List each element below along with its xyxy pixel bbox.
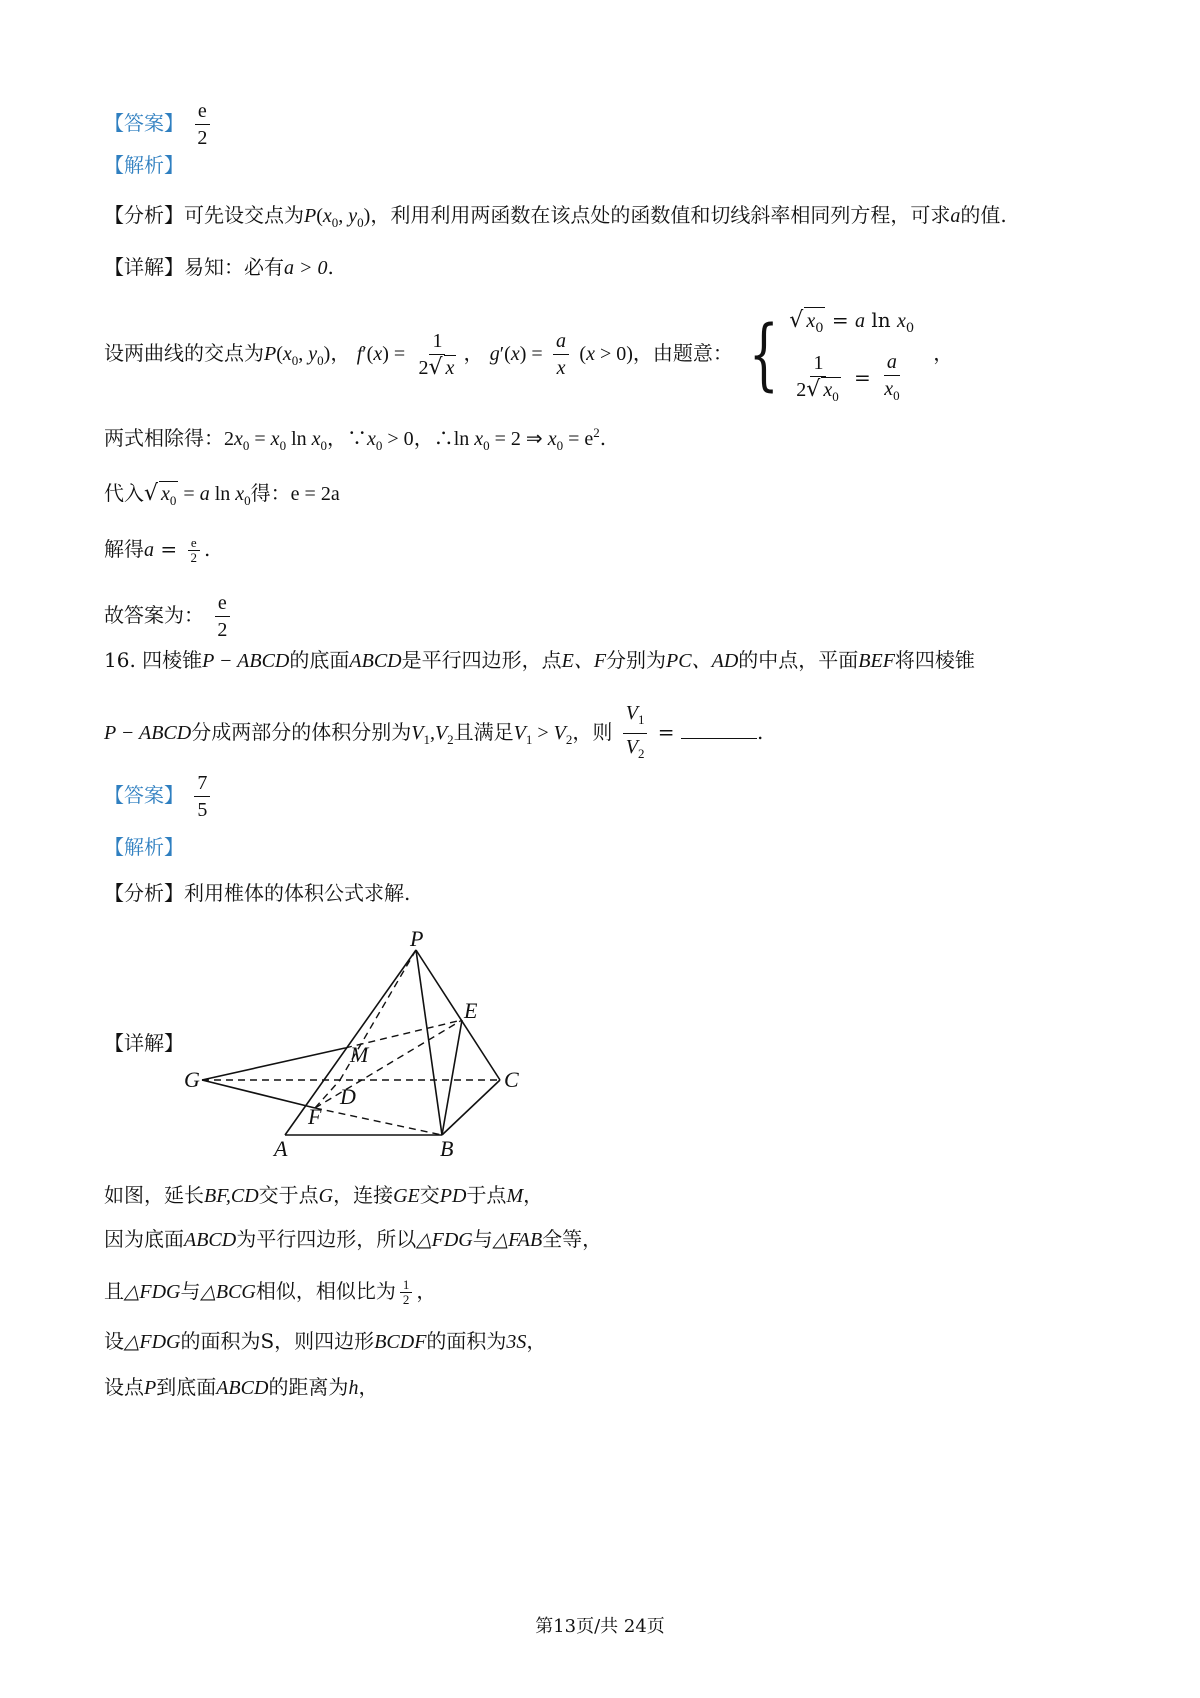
q16-fenxi-line: 【分析】利用椎体的体积公式求解.: [104, 881, 411, 905]
label-F: F: [308, 1104, 322, 1129]
q15-answer-fraction: $\frac{e}{2}$: [194, 98, 210, 151]
label-P: P: [410, 926, 424, 951]
label-D: D: [340, 1084, 356, 1109]
q15-solve-line: 解得a = $\frac{e}{2}$ .: [104, 535, 211, 565]
pyramid-figure: [180, 920, 540, 1160]
q15-detail-line: 【详解】易知：必有a > 0.: [104, 255, 334, 279]
q15-substitute-line: 代入√ $x_0 = a$ $\ln x_0$得：e = 2a: [104, 478, 340, 516]
line-G-to-F: [202, 1080, 315, 1108]
page-footer: 第13页/共 24页: [535, 1616, 665, 1637]
label-M: M: [350, 1042, 369, 1067]
line-G-to-M: [202, 1048, 345, 1080]
hidden-FE: [315, 1020, 462, 1108]
q16-answer-line: 【答案】 $\frac{7}{5}$: [104, 770, 214, 823]
q15-divide-line: 两式相除得：$2x_0 = x_0$ $\ln x_0$，$\because x_0 > 0$，∴ln $x_0 = 2$ ⇒ $x_0 = e^2$.: [104, 425, 607, 453]
q16-answer-fraction: $\frac{7}{5}$: [194, 770, 210, 823]
label-C: C: [504, 1067, 519, 1092]
label-G: G: [184, 1067, 200, 1092]
q16-solution-line-1: 如图，延长BF,CD交于点G，连接GE交PD于点M，: [104, 1183, 544, 1207]
math-f-derivative: f′(x) =: [356, 343, 406, 365]
q16-detail-tag-line: 【详解】: [104, 1031, 184, 1055]
system-brace: {: [749, 309, 779, 400]
answer-blank: [681, 718, 757, 739]
q15-fenxi-line: 【分析】可先设交点为$P(x_0$, $y_0$)，利用利用两函数在该点处的函数值和切线斜率相同列方程，可求a的值.: [104, 203, 1007, 230]
q16-solution-line-2: 因为底面ABCD为平行四边形，所以△FDG与△FAB全等，: [104, 1227, 603, 1251]
label-B: B: [440, 1136, 454, 1160]
edge-BE: [442, 1020, 462, 1135]
edge-PC: [416, 950, 500, 1080]
q15-system-line: 设两曲线的交点为$P(x_0$, $y_0$)， f′(x) = $\frac{1}{2√ x}$ ， g′(x) = $\frac{a}{x}$ (x > 0)，由题意： { √ $x_0 = a$ $\ln x_0$ $\frac{1}{2√ x_0}$ = $\frac{a}{x_0}$ ，: [104, 300, 953, 409]
q16-solution-line-5: 设点P到底面ABCD的距离为h，: [104, 1375, 379, 1399]
equation-system: √ $x_0 = a$ $\ln x_0$ $\frac{1}{2√ x_0}$ = $\frac{a}{x_0}$: [789, 300, 914, 409]
q16-stem-line-1: 16. 四棱锥P − ABCD的底面ABCD是平行四边形，点E、F分别为PC、AD的中点，平面BEF将四棱锥: [104, 648, 975, 672]
label-E: E: [464, 998, 478, 1023]
q16-solution-line-3: 且△FDG与△BCG相似，相似比为 $\frac{1}{2}$ ，: [104, 1277, 437, 1307]
q16-solution-line-4: 设△FDG的面积为S，则四边形BCDF的面积为3S，: [104, 1329, 547, 1353]
hidden-FB: [315, 1108, 442, 1135]
math-P-x0-y0: $P(x_0$, $y_0$): [304, 205, 371, 230]
q15-analysis-tag-line: [104, 150, 184, 180]
q16-stem-line-2: P − ABCD分成两部分的体积分别为$V_1,V_2$且满足$V_1 > V_2$，则 $\frac{V_1}{V_2}$ = .: [104, 702, 764, 761]
answer-tag: 【答案】: [104, 111, 184, 135]
math-g-derivative: g′(x) =: [489, 343, 543, 365]
q15-final-line: 故答案为： $\frac{e}{2}$: [104, 590, 234, 643]
q15-answer-line: [104, 98, 214, 151]
label-A: A: [274, 1136, 288, 1160]
q16-analysis-tag-line: 【解析】: [104, 835, 184, 859]
edge-PB: [416, 950, 442, 1135]
analysis-tag: 【解析】: [104, 153, 184, 177]
